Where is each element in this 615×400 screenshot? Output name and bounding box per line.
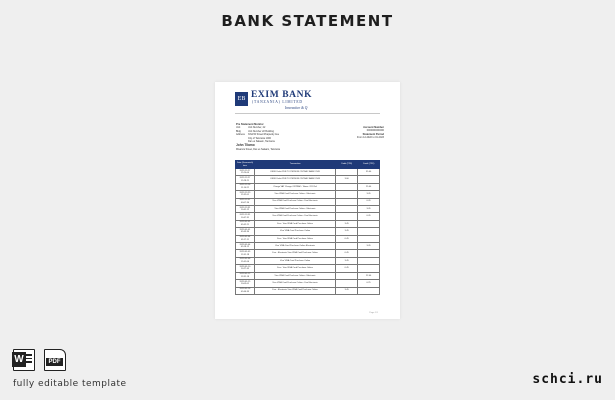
customer-address-rows (236, 126, 326, 143)
cell-date: 2023-01-05 12:41:18 (236, 250, 255, 257)
brand-watermark: schci.ru (532, 372, 603, 387)
pdf-icon-label: PDF (46, 358, 63, 366)
cell-date: 2023-01-12 13:31:18 (236, 272, 255, 279)
account-number: 0000000000000 (366, 129, 384, 133)
cell-credit: 0.45 (358, 198, 380, 205)
cell-transaction: Charge VAT Charge ONTRAC / Name / PO Ref (254, 183, 335, 190)
cell-credit: 0.25 (358, 280, 380, 287)
column-header-credit: Credit (TZS) (358, 161, 380, 169)
cell-transaction: Visa VISA Card Purchase Online Electronic (254, 243, 335, 250)
customer-address-key: Bldg (236, 129, 241, 133)
cell-debit: 0.45 (336, 250, 358, 257)
customer-address-value: Dar es Salaam, Tanzania (248, 140, 275, 144)
cell-transaction: Fee - Electronic Visa VISA Card Purchase Online (254, 287, 335, 294)
customer-address-key: Address (236, 133, 245, 137)
bank-tagline: Innovative & Q (285, 106, 308, 110)
table-row (236, 272, 380, 279)
cell-debit: 0.45 (336, 265, 358, 272)
cell-date: 2023-01-18 09:46:39 (236, 287, 255, 294)
table-row (236, 191, 380, 198)
cell-date: 2022-12-31 00:07:36 (236, 198, 255, 205)
cell-credit (358, 176, 380, 183)
table-row (236, 198, 380, 205)
cell-transaction: Fee - Visa VISA Card Purchase Online (254, 265, 335, 272)
column-header-debit: Debit (TZS) (336, 161, 358, 169)
cell-debit: 3.00 (336, 176, 358, 183)
account-info (344, 126, 384, 140)
cell-date: 2023-01-01 09:42:21 (236, 220, 255, 227)
cell-transaction: USSD Debit PUB TO PERSON ONTRAC BANK 2343 (254, 176, 335, 183)
table-row (236, 287, 380, 294)
cell-credit (358, 220, 380, 227)
cell-debit (336, 272, 358, 279)
statement-period: From 12-2022 to 01-2023 (356, 136, 384, 140)
editable-template-caption: fully editable template (13, 379, 127, 389)
table-row (236, 213, 380, 220)
table-row (236, 243, 380, 250)
cell-debit: 3.45 (336, 287, 358, 294)
table-row (236, 265, 380, 272)
statement-period-heading: Statement Period (362, 132, 384, 136)
customer-name: John Tilamo (236, 143, 255, 148)
table-row (236, 169, 380, 176)
cell-credit (358, 235, 380, 242)
table-row (236, 250, 380, 257)
column-header-date: Date (Greenwich) time (236, 161, 254, 167)
bank-name: EXIM BANK (251, 90, 313, 100)
word-icon-letter: W (12, 352, 26, 367)
cell-transaction: Visa VISA Card Purchase Online - Electronic (254, 191, 335, 198)
cell-debit (336, 198, 358, 205)
customer-address-key: Unit (236, 126, 241, 130)
account-number-heading: Account Number (363, 126, 384, 129)
transactions-table (235, 160, 380, 295)
cell-debit: 3.45 (336, 257, 358, 264)
cell-transaction: Visa VISA Card Purchase Online - Electronic (254, 272, 335, 279)
customer-name-address: Mwanza Street, Dar es Salaam, Tanzania (236, 147, 280, 151)
cell-credit: 25.00 (358, 183, 380, 190)
cell-debit (336, 169, 358, 176)
cell-debit (336, 206, 358, 213)
table-row (236, 257, 380, 264)
cell-transaction: Visa VISA Card Purchase Online (254, 257, 335, 264)
cell-date: 2023-01-10 10:27:45 (236, 265, 255, 272)
word-icon-lines (26, 354, 32, 365)
header-divider (235, 113, 380, 114)
cell-credit: 22.00 (358, 272, 380, 279)
cell-debit: 0.45 (336, 235, 358, 242)
customer-address-value: City of Tanzania 1000 (248, 136, 271, 140)
table-row (236, 280, 380, 287)
cell-debit (336, 183, 358, 190)
cell-transaction: Fee - Visa VISA Card Purchase Online (254, 220, 335, 227)
cell-debit (336, 243, 358, 250)
cell-transaction: Visa VISA Card Purchase Online - Fee Electronic (254, 280, 335, 287)
column-header-transaction: Transaction (254, 161, 335, 169)
cell-debit (336, 213, 358, 220)
cell-transaction: Visa VISA Card Purchase Online - Fee Electronic (254, 213, 335, 220)
table-row (236, 176, 380, 183)
cell-transaction: USSD Debit PUB TO PERSON ONTRAC BANK 2345 (254, 169, 335, 176)
table-header-row (236, 161, 380, 169)
cell-date: 2023-01-08 15:41:06 (236, 257, 255, 264)
cell-credit (358, 228, 380, 235)
cell-credit: 35.00 (358, 169, 380, 176)
transactions-body (236, 169, 380, 295)
bank-statement-document (215, 82, 400, 319)
cell-debit: 3.45 (336, 228, 358, 235)
cell-debit: 3.45 (336, 220, 358, 227)
table-row (236, 228, 380, 235)
cell-credit: 0.45 (358, 213, 380, 220)
cell-credit (358, 257, 380, 264)
table-row (236, 235, 380, 242)
cell-credit (358, 250, 380, 257)
cell-credit: 3.45 (358, 243, 380, 250)
table-row (236, 206, 380, 213)
cell-debit (336, 191, 358, 198)
customer-address-value: Unit Number 22 Building (248, 129, 274, 133)
cell-date: 2023-01-04 09:17:11 (236, 235, 255, 242)
cell-credit (358, 265, 380, 272)
cell-debit (336, 280, 358, 287)
cell-date: 2022-12-28 11:10:22 (236, 183, 255, 190)
cell-transaction: Visa VISA Card Purchase Online - Electronic (254, 206, 335, 213)
cell-date: 2022-12-31 10:41:12 (236, 206, 255, 213)
customer-heading: Pre Statement Monitor (236, 123, 264, 126)
bank-logo: EB (235, 92, 248, 106)
pdf-file-icon (44, 349, 66, 371)
cell-credit (358, 287, 380, 294)
page-number: Page 1/1 (369, 312, 378, 314)
cell-credit: 3.45 (358, 206, 380, 213)
word-file-icon (13, 349, 35, 371)
cell-date: 2023-01-04 09:18:12 (236, 243, 255, 250)
page-title: BANK STATEMENT (221, 12, 394, 30)
cell-date: 2022-12-29 15:32:01 (236, 191, 255, 198)
customer-info (236, 123, 326, 151)
cell-credit: 3.45 (358, 191, 380, 198)
cell-date: 2022-12-31 10:47:31 (236, 213, 255, 220)
cell-date: 2022-12-27 15:20:00 (236, 169, 255, 176)
cell-transaction: Fee - Visa VISA Card Purchase Online (254, 235, 335, 242)
cell-date: 2022-12-27 15:28:21 (236, 176, 255, 183)
customer-address-value: Unit Number, 22 (248, 126, 266, 130)
table-row (236, 220, 380, 227)
cell-transaction: Fee - Electronic Visa VISA Card Purchase Online (254, 250, 335, 257)
cell-date: 2023-01-15 10:09:01 (236, 280, 255, 287)
customer-address-value: 3/32/34 Street Rhapsody Ave (248, 133, 280, 137)
cell-transaction: Visa VISA Card Purchase Online - Fee Electronic (254, 198, 335, 205)
bank-subtitle: (TANZANIA) LIMITED (252, 100, 303, 104)
table-row (236, 183, 380, 190)
cell-date: 2023-01-01 09:43:30 (236, 228, 255, 235)
cell-transaction: Visa VISA Card Purchase Online (254, 228, 335, 235)
